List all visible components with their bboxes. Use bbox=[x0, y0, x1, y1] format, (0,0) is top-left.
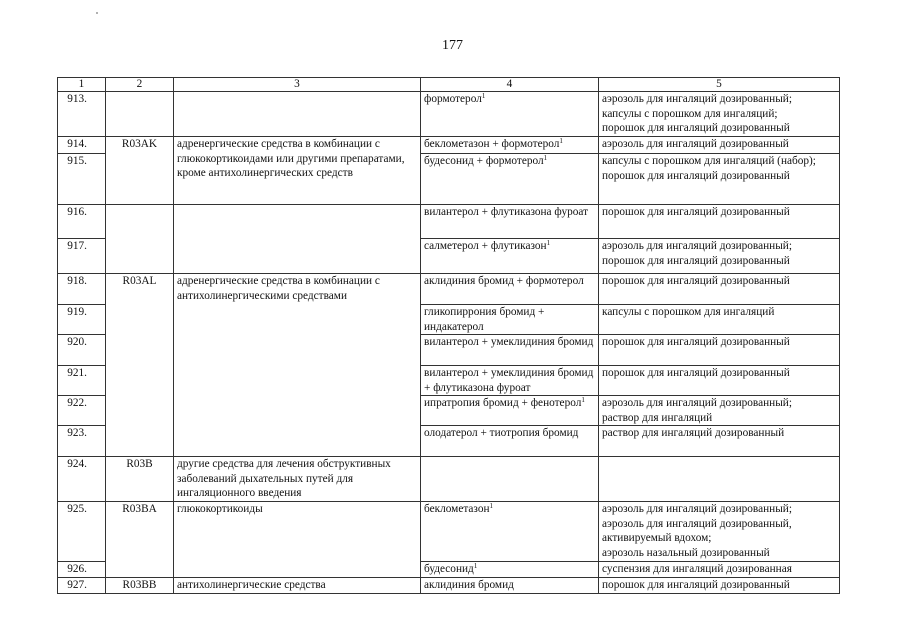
pharmacological-group bbox=[174, 92, 421, 137]
dosage-form: аэрозоль для ингаляций дозированный; аэрозоль для ингаляций дозированный, активируемый вдохом; аэрозоль назальный дозированный bbox=[599, 502, 840, 562]
drug-name: аклидиния бромид + формотерол bbox=[424, 275, 584, 287]
row-number: 914. bbox=[58, 137, 106, 154]
row-number: 918. bbox=[58, 274, 106, 305]
table-header-row bbox=[58, 78, 840, 92]
row-number: 924. bbox=[58, 457, 106, 502]
column-header: 3 bbox=[174, 78, 421, 92]
table-row bbox=[58, 502, 840, 562]
dosage-form bbox=[599, 457, 840, 502]
drug-name-cell bbox=[421, 137, 599, 154]
dosage-form: аэрозоль для ингаляций дозированный; порошок для ингаляций дозированный bbox=[599, 239, 840, 274]
dosage-form: порошок для ингаляций дозированный bbox=[599, 205, 840, 239]
table-row bbox=[58, 137, 840, 154]
drug-name: вилантерол + умеклидиния бромид + флутиказона фуроат bbox=[424, 367, 594, 394]
column-header: 4 bbox=[421, 78, 599, 92]
drug-name-cell bbox=[421, 426, 599, 457]
row-number: 921. bbox=[58, 366, 106, 396]
atc-code: R03AK bbox=[106, 137, 174, 205]
atc-code: R03AL bbox=[106, 274, 174, 457]
drug-name: беклометазон + формотерол bbox=[424, 138, 560, 150]
pharmacological-group bbox=[174, 205, 421, 274]
pharmacological-group: адренергические средства в комбинации с глюкокортикоидами или другими препаратами, кроме антихолинергических средств bbox=[174, 137, 421, 205]
drug-name-cell bbox=[421, 305, 599, 335]
drug-name-cell bbox=[421, 502, 599, 562]
drug-name: вилантерол + флутиказона фуроат bbox=[424, 206, 589, 218]
row-number: 925. bbox=[58, 502, 106, 562]
drug-name: ипратропия бромид + фенотерол bbox=[424, 397, 582, 409]
drug-name-cell bbox=[421, 92, 599, 137]
dosage-form: порошок для ингаляций дозированный bbox=[599, 274, 840, 305]
row-number: 916. bbox=[58, 205, 106, 239]
footnote-mark: 1 bbox=[559, 137, 563, 145]
atc-code bbox=[106, 205, 174, 274]
dosage-form: капсулы с порошком для ингаляций bbox=[599, 305, 840, 335]
drug-name-cell bbox=[421, 562, 599, 578]
row-number: 915. bbox=[58, 154, 106, 205]
drug-name: беклометазон bbox=[424, 503, 490, 515]
atc-code bbox=[106, 92, 174, 137]
page-number: 177 bbox=[442, 38, 463, 53]
dosage-form: суспензия для ингаляций дозированная bbox=[599, 562, 840, 578]
pharmacological-group: другие средства для лечения обструктивных заболеваний дыхательных путей для ингаляционного введения bbox=[174, 457, 421, 502]
drug-name-cell bbox=[421, 335, 599, 366]
drug-name-cell bbox=[421, 396, 599, 426]
footnote-mark: 1 bbox=[473, 562, 478, 570]
dosage-form: порошок для ингаляций дозированный bbox=[599, 578, 840, 594]
row-number: 919. bbox=[58, 305, 106, 335]
footnote-mark: 1 bbox=[581, 396, 585, 404]
drug-name: вилантерол + умеклидиния бромид bbox=[424, 336, 594, 348]
atc-code: R03B bbox=[106, 457, 174, 502]
row-number: 926. bbox=[58, 562, 106, 578]
drug-name: будесонид bbox=[424, 563, 474, 575]
drug-name-cell bbox=[421, 205, 599, 239]
dosage-form: аэрозоль для ингаляций дозированный; раствор для ингаляций bbox=[599, 396, 840, 426]
drug-name-cell bbox=[421, 239, 599, 274]
drug-name: олодатерол + тиотропия бромид bbox=[424, 427, 579, 439]
table-row bbox=[58, 457, 840, 502]
row-number: 913. bbox=[58, 92, 106, 137]
atc-code: R03BA bbox=[106, 502, 174, 578]
footnote-mark: 1 bbox=[543, 154, 548, 162]
drug-name-cell bbox=[421, 366, 599, 396]
row-number: 920. bbox=[58, 335, 106, 366]
drug-name-cell bbox=[421, 154, 599, 205]
drug-name: формотерол bbox=[424, 93, 482, 105]
footnote-mark: 1 bbox=[546, 239, 551, 247]
drug-name-cell bbox=[421, 274, 599, 305]
pharmacological-group: антихолинергические средства bbox=[174, 578, 421, 594]
column-header: 5 bbox=[599, 78, 840, 92]
drug-table bbox=[57, 77, 840, 594]
dosage-form: порошок для ингаляций дозированный bbox=[599, 366, 840, 396]
footnote-mark: 1 bbox=[481, 92, 486, 100]
column-header: 1 bbox=[58, 78, 106, 92]
drug-name-cell bbox=[421, 457, 599, 502]
dosage-form: порошок для ингаляций дозированный bbox=[599, 335, 840, 366]
dosage-form: аэрозоль для ингаляций дозированный bbox=[599, 137, 840, 154]
drug-name: аклидиния бромид bbox=[424, 579, 514, 591]
drug-name: салметерол + флутиказон bbox=[424, 240, 547, 252]
table-row bbox=[58, 274, 840, 305]
row-number: 922. bbox=[58, 396, 106, 426]
dosage-form: капсулы с порошком для ингаляций (набор); порошок для ингаляций дозированный bbox=[599, 154, 840, 205]
atc-code: R03BB bbox=[106, 578, 174, 594]
table-row bbox=[58, 205, 840, 239]
table-row bbox=[58, 578, 840, 594]
row-number: 923. bbox=[58, 426, 106, 457]
column-header: 2 bbox=[106, 78, 174, 92]
pharmacological-group: глюкокортикоиды bbox=[174, 502, 421, 578]
pharmacological-group: адренергические средства в комбинации с антихолинергическими средствами bbox=[174, 274, 421, 457]
footnote-mark: 1 bbox=[489, 502, 494, 510]
drug-name: гликопиррония бромид + индакатерол bbox=[424, 306, 545, 333]
dosage-form: аэрозоль для ингаляций дозированный; капсулы с порошком для ингаляций; порошок для ингаляций дозированный bbox=[599, 92, 840, 137]
dosage-form: раствор для ингаляций дозированный bbox=[599, 426, 840, 457]
scan-speck bbox=[96, 12, 98, 14]
table-row bbox=[58, 92, 840, 137]
drug-name-cell bbox=[421, 578, 599, 594]
drug-name: будесонид + формотерол bbox=[424, 155, 544, 167]
row-number: 927. bbox=[58, 578, 106, 594]
row-number: 917. bbox=[58, 239, 106, 274]
